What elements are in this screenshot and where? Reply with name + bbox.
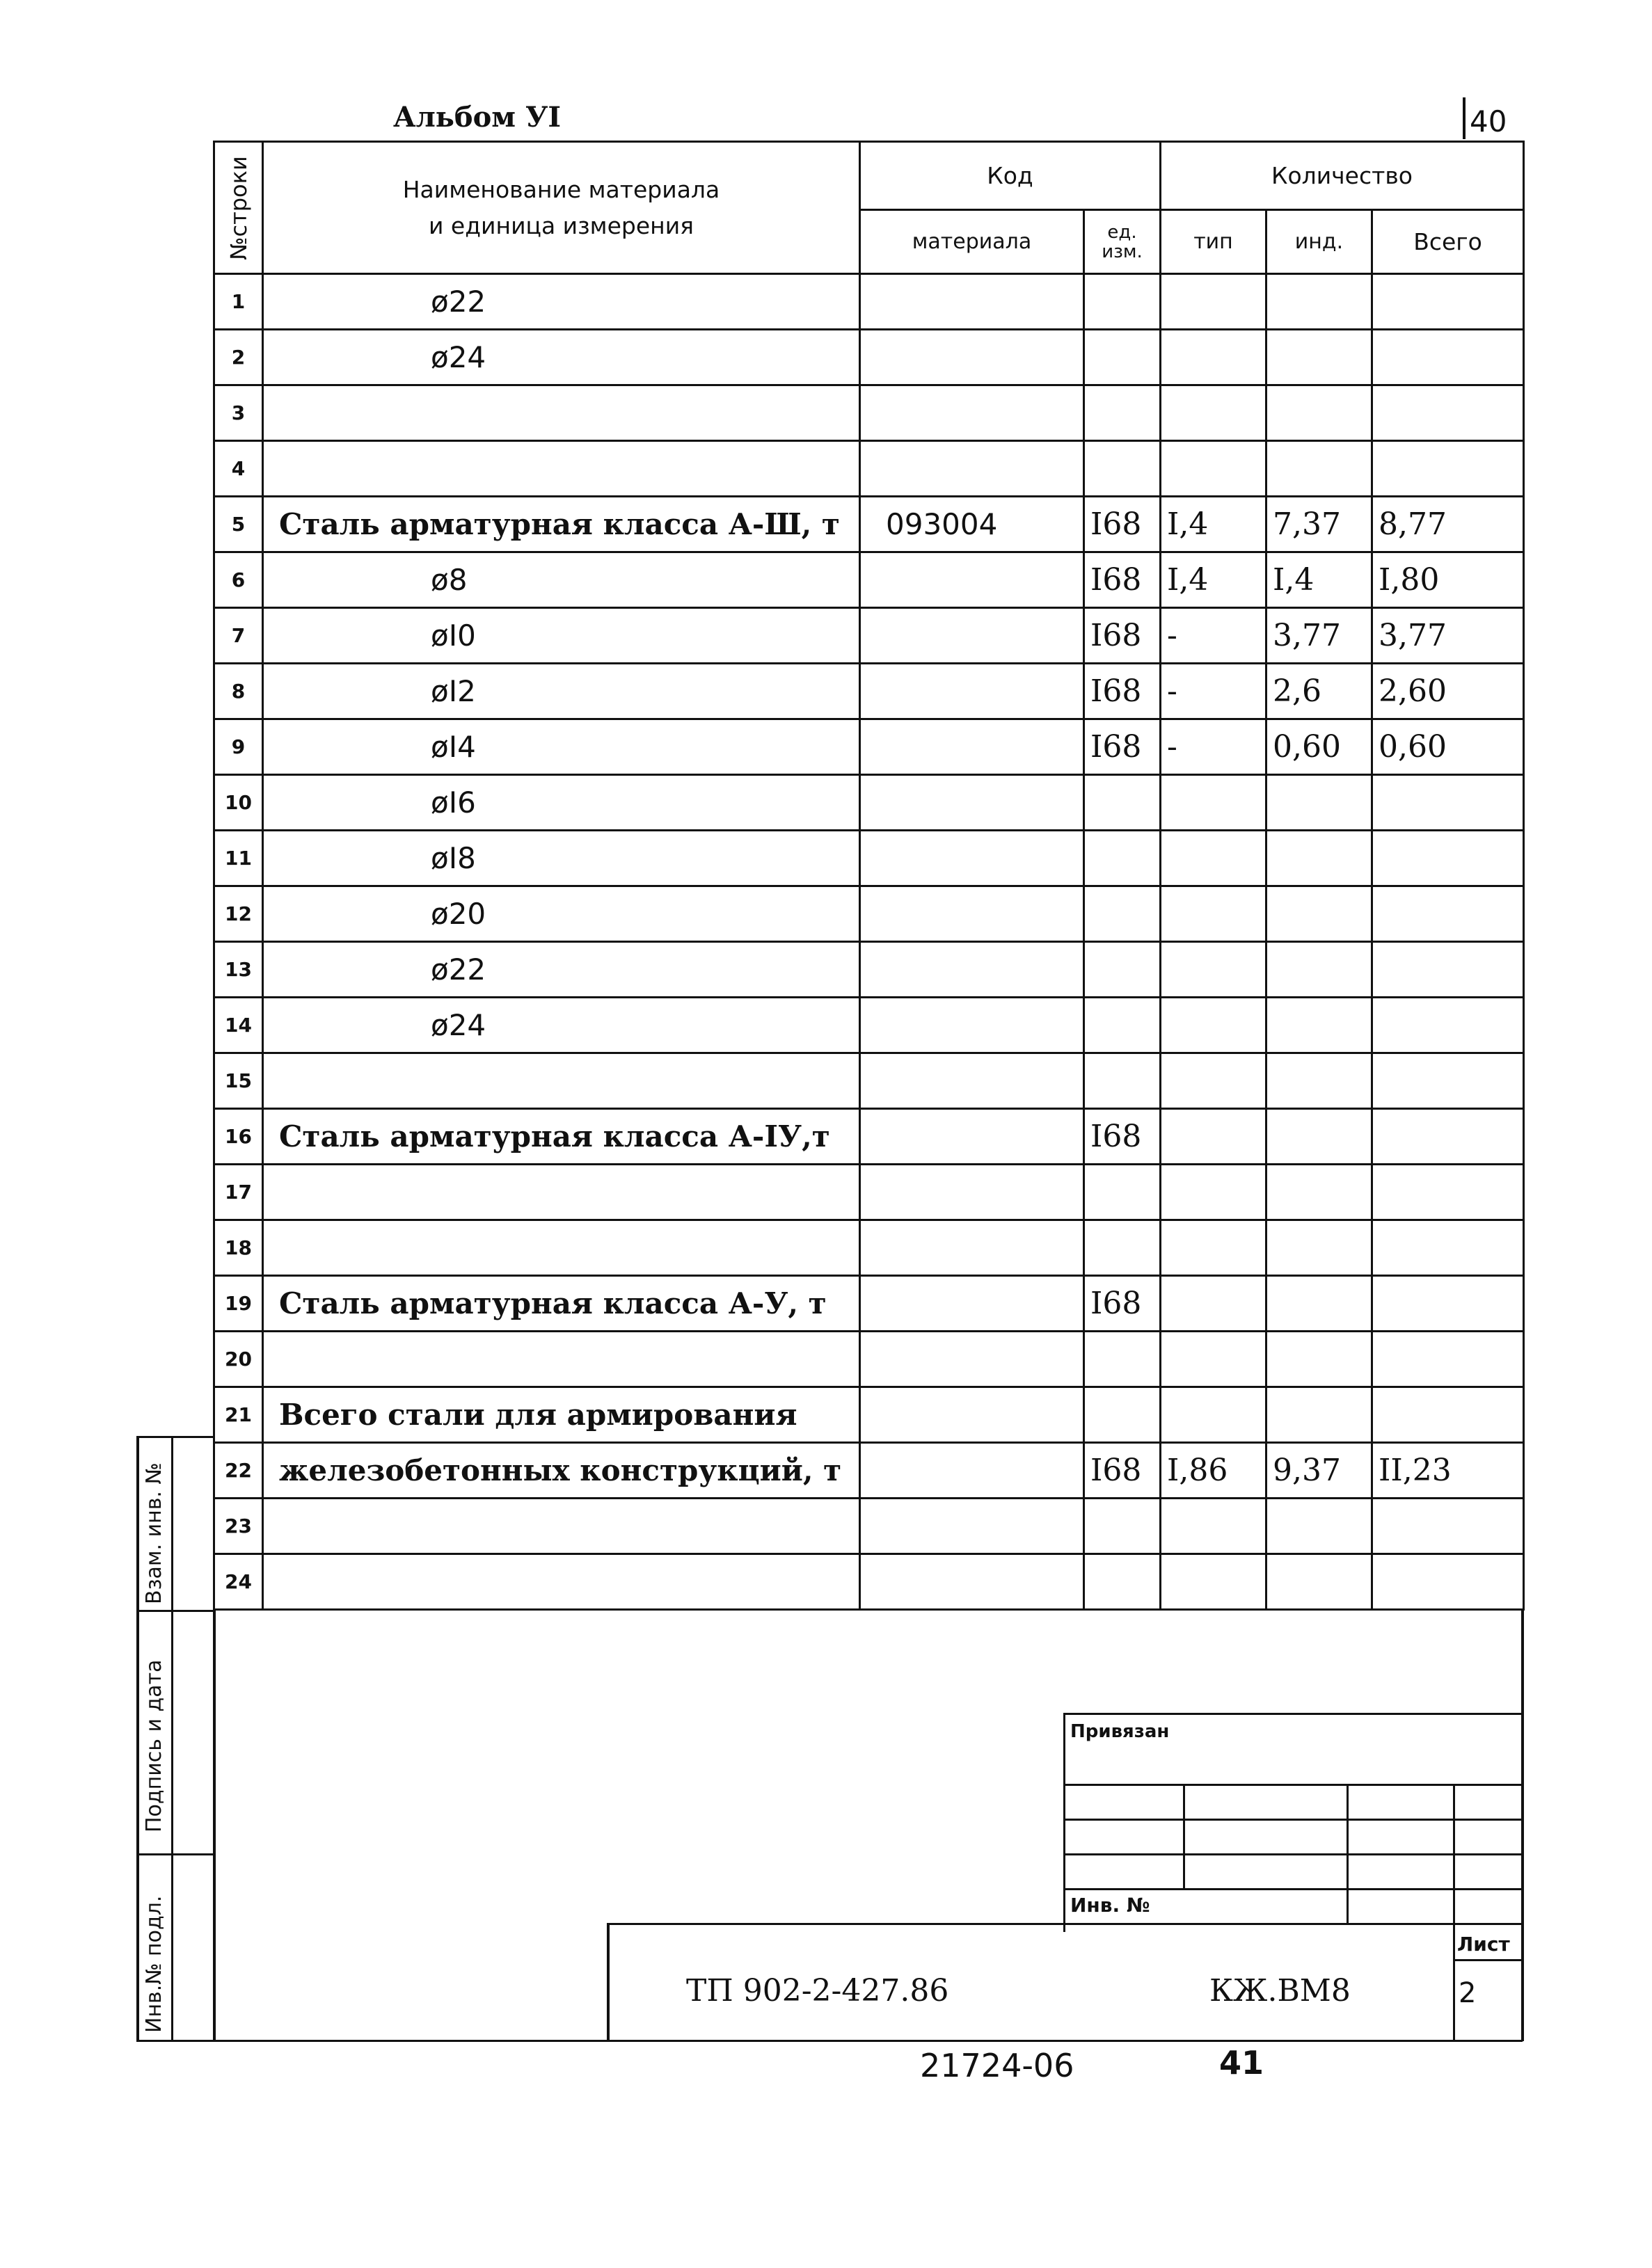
material-name: ø20	[263, 886, 860, 942]
qty-type: -	[1161, 608, 1266, 664]
frame-side-sep2	[136, 1853, 214, 1855]
table-row	[214, 664, 1524, 719]
qty-type: I,4	[1161, 552, 1266, 608]
qty-ind: 9,37	[1266, 1443, 1372, 1499]
material-code	[860, 1109, 1084, 1165]
row-number: 20	[214, 1332, 263, 1387]
unit-code	[1084, 1387, 1161, 1443]
row-number: 12	[214, 886, 263, 942]
table-row	[214, 1443, 1524, 1499]
header-material-name: Наименование материала и единица измерения	[263, 142, 860, 274]
qty-total: 8,77	[1372, 497, 1524, 552]
material-code	[860, 1165, 1084, 1220]
material-name: ø22	[263, 942, 860, 998]
stamp-doc-left	[607, 1923, 610, 2041]
table-row	[214, 1387, 1524, 1443]
table-row	[214, 1276, 1524, 1332]
side-label-podpis: Подпись и дата	[142, 1659, 166, 1832]
qty-total	[1372, 385, 1524, 441]
qty-type	[1161, 441, 1266, 497]
qty-total	[1372, 1499, 1524, 1554]
table-row	[214, 330, 1524, 385]
qty-ind	[1266, 1220, 1372, 1276]
material-code	[860, 775, 1084, 831]
row-number: 5	[214, 497, 263, 552]
album-title: Альбом УI	[393, 101, 562, 134]
row-number: 2	[214, 330, 263, 385]
table-row	[214, 998, 1524, 1053]
qty-total: 3,77	[1372, 608, 1524, 664]
material-code	[860, 608, 1084, 664]
material-code	[860, 831, 1084, 886]
table-row	[214, 1332, 1524, 1387]
qty-total	[1372, 330, 1524, 385]
row-number: 16	[214, 1109, 263, 1165]
frame-outer-left	[136, 1436, 139, 2041]
qty-type	[1161, 330, 1266, 385]
header-code: Код	[860, 142, 1161, 210]
material-name: øI2	[263, 664, 860, 719]
qty-ind: I,4	[1266, 552, 1372, 608]
row-number: 17	[214, 1165, 263, 1220]
unit-code	[1084, 998, 1161, 1053]
unit-code	[1084, 775, 1161, 831]
row-number: 8	[214, 664, 263, 719]
table-row	[214, 552, 1524, 608]
material-name	[263, 1499, 860, 1554]
row-number: 15	[214, 1053, 263, 1109]
qty-type	[1161, 1109, 1266, 1165]
qty-ind	[1266, 385, 1372, 441]
qty-total	[1372, 775, 1524, 831]
qty-type	[1161, 1276, 1266, 1332]
header-qty-total: Всего	[1372, 210, 1524, 274]
material-code	[860, 664, 1084, 719]
unit-code: I68	[1084, 1276, 1161, 1332]
qty-type	[1161, 775, 1266, 831]
unit-code	[1084, 274, 1161, 330]
unit-code	[1084, 441, 1161, 497]
qty-type	[1161, 1499, 1266, 1554]
row-number: 24	[214, 1554, 263, 1610]
material-code	[860, 886, 1084, 942]
qty-total	[1372, 1276, 1524, 1332]
unit-code	[1084, 1053, 1161, 1109]
qty-ind	[1266, 1332, 1372, 1387]
material-code	[860, 1220, 1084, 1276]
qty-ind	[1266, 831, 1372, 886]
material-name	[263, 385, 860, 441]
qty-total	[1372, 1220, 1524, 1276]
row-number: 19	[214, 1276, 263, 1332]
table-row	[214, 1109, 1524, 1165]
unit-code: I68	[1084, 1443, 1161, 1499]
material-code	[860, 1332, 1084, 1387]
qty-total	[1372, 1053, 1524, 1109]
row-number: 6	[214, 552, 263, 608]
material-name	[263, 1332, 860, 1387]
material-name: øI6	[263, 775, 860, 831]
qty-ind	[1266, 1276, 1372, 1332]
qty-total	[1372, 441, 1524, 497]
qty-ind	[1266, 1109, 1372, 1165]
qty-total	[1372, 1332, 1524, 1387]
material-code	[860, 274, 1084, 330]
material-name: Сталь арматурная класса А-IУ,т	[263, 1109, 860, 1165]
material-name	[263, 1220, 860, 1276]
unit-code	[1084, 1220, 1161, 1276]
row-number: 3	[214, 385, 263, 441]
table-row	[214, 775, 1524, 831]
material-name: ø24	[263, 998, 860, 1053]
qty-ind	[1266, 1387, 1372, 1443]
row-number: 1	[214, 274, 263, 330]
qty-total: I,80	[1372, 552, 1524, 608]
qty-ind: 0,60	[1266, 719, 1372, 775]
qty-type	[1161, 942, 1266, 998]
material-code	[860, 552, 1084, 608]
qty-total	[1372, 1387, 1524, 1443]
material-name	[263, 441, 860, 497]
stamp-doc-mark: КЖ.ВМ8	[1209, 1973, 1351, 2009]
material-name: ø8	[263, 552, 860, 608]
qty-total	[1372, 1165, 1524, 1220]
row-number: 10	[214, 775, 263, 831]
stamp-list-value: 2	[1459, 1977, 1477, 2009]
qty-total	[1372, 942, 1524, 998]
table-row	[214, 1499, 1524, 1554]
qty-ind	[1266, 330, 1372, 385]
unit-code: I68	[1084, 552, 1161, 608]
qty-ind	[1266, 998, 1372, 1053]
unit-code: I68	[1084, 719, 1161, 775]
material-name: ø22	[263, 274, 860, 330]
material-code	[860, 942, 1084, 998]
page-number-divider	[1463, 97, 1466, 139]
unit-code	[1084, 1499, 1161, 1554]
stamp-list-sep	[1453, 1959, 1523, 1961]
row-number: 7	[214, 608, 263, 664]
row-number: 14	[214, 998, 263, 1053]
qty-type: I,4	[1161, 497, 1266, 552]
qty-ind: 2,6	[1266, 664, 1372, 719]
qty-type: I,86	[1161, 1443, 1266, 1499]
material-code	[860, 441, 1084, 497]
header-qty-type: тип	[1161, 210, 1266, 274]
qty-ind	[1266, 1554, 1372, 1610]
row-number: 22	[214, 1443, 263, 1499]
frame-side-sep1	[136, 1610, 214, 1612]
qty-type	[1161, 998, 1266, 1053]
table-row	[214, 942, 1524, 998]
material-name	[263, 1554, 860, 1610]
material-name: Всего стали для армирования	[263, 1387, 860, 1443]
qty-total	[1372, 1554, 1524, 1610]
header-code-material: материала	[860, 210, 1084, 274]
unit-code	[1084, 831, 1161, 886]
unit-code: I68	[1084, 1109, 1161, 1165]
qty-ind	[1266, 441, 1372, 497]
stamp-doc-code: ТП 902-2-427.86	[686, 1973, 949, 2009]
qty-total	[1372, 274, 1524, 330]
table-row	[214, 385, 1524, 441]
side-label-inv-podl: Инв.№ подл.	[142, 1895, 166, 2033]
unit-code	[1084, 385, 1161, 441]
header-qty-ind: инд.	[1266, 210, 1372, 274]
material-code: 093004	[860, 497, 1084, 552]
table-row	[214, 1220, 1524, 1276]
qty-total: II,23	[1372, 1443, 1524, 1499]
qty-total	[1372, 998, 1524, 1053]
unit-code	[1084, 886, 1161, 942]
header-code-unit: ед. изм.	[1084, 210, 1161, 274]
unit-code: I68	[1084, 497, 1161, 552]
qty-ind	[1266, 1165, 1372, 1220]
row-number: 4	[214, 441, 263, 497]
material-name: ø24	[263, 330, 860, 385]
table-row	[214, 441, 1524, 497]
material-code	[860, 1499, 1084, 1554]
qty-ind	[1266, 942, 1372, 998]
material-code	[860, 998, 1084, 1053]
row-number: 21	[214, 1387, 263, 1443]
stamp-vline-1	[1183, 1784, 1185, 1888]
qty-type: -	[1161, 719, 1266, 775]
header-row-number: №строки	[214, 142, 263, 274]
material-code	[860, 385, 1084, 441]
qty-type: -	[1161, 664, 1266, 719]
table-row	[214, 274, 1524, 330]
stamp-inv-no-label: Инв. №	[1070, 1894, 1150, 1917]
qty-type	[1161, 1387, 1266, 1443]
qty-type	[1161, 886, 1266, 942]
qty-total	[1372, 886, 1524, 942]
table-row	[214, 1554, 1524, 1610]
qty-total	[1372, 1109, 1524, 1165]
qty-type	[1161, 1332, 1266, 1387]
material-code	[860, 1276, 1084, 1332]
row-number: 18	[214, 1220, 263, 1276]
frame-side-divider	[171, 1436, 173, 2041]
qty-type	[1161, 385, 1266, 441]
material-code	[860, 1053, 1084, 1109]
qty-type	[1161, 1053, 1266, 1109]
unit-code: I68	[1084, 664, 1161, 719]
footer-archive-number: 21724-06	[920, 2047, 1074, 2084]
material-name	[263, 1053, 860, 1109]
unit-code	[1084, 1554, 1161, 1610]
material-code	[860, 719, 1084, 775]
qty-type	[1161, 831, 1266, 886]
material-spec-table	[213, 141, 1525, 1611]
material-name: Сталь арматурная класса А-У, т	[263, 1276, 860, 1332]
frame-inner-left	[213, 1610, 216, 2041]
stamp-list-label: Лист	[1457, 1933, 1510, 1956]
material-name: железобетонных конструкций, т	[263, 1443, 860, 1499]
unit-code	[1084, 1165, 1161, 1220]
table-row	[214, 886, 1524, 942]
row-number: 11	[214, 831, 263, 886]
qty-ind	[1266, 775, 1372, 831]
side-label-vzam: Взам. инв. №	[142, 1462, 166, 1604]
material-name: øI0	[263, 608, 860, 664]
qty-total	[1372, 831, 1524, 886]
qty-ind	[1266, 1499, 1372, 1554]
table-row	[214, 1053, 1524, 1109]
stamp-vline-2	[1347, 1784, 1349, 1923]
qty-type	[1161, 274, 1266, 330]
table-row	[214, 608, 1524, 664]
unit-code	[1084, 330, 1161, 385]
qty-ind: 7,37	[1266, 497, 1372, 552]
material-code	[860, 1443, 1084, 1499]
qty-ind	[1266, 886, 1372, 942]
qty-ind: 3,77	[1266, 608, 1372, 664]
material-code	[860, 330, 1084, 385]
page-number: 40	[1470, 104, 1507, 138]
stamp-privyazan-label: Привязан	[1070, 1721, 1170, 1742]
unit-code	[1084, 1332, 1161, 1387]
material-code	[860, 1554, 1084, 1610]
unit-code	[1084, 942, 1161, 998]
qty-total: 2,60	[1372, 664, 1524, 719]
row-number: 23	[214, 1499, 263, 1554]
qty-type	[1161, 1165, 1266, 1220]
stamp-vline-3	[1453, 1784, 1455, 2041]
stamp-doc-top	[607, 1923, 1523, 1925]
qty-total: 0,60	[1372, 719, 1524, 775]
material-name: øI8	[263, 831, 860, 886]
row-number: 13	[214, 942, 263, 998]
material-name: øI4	[263, 719, 860, 775]
qty-ind	[1266, 274, 1372, 330]
unit-code: I68	[1084, 608, 1161, 664]
qty-ind	[1266, 1053, 1372, 1109]
qty-type	[1161, 1220, 1266, 1276]
material-name: Сталь арматурная класса А-Ш, т	[263, 497, 860, 552]
table-row	[214, 719, 1524, 775]
frame-bottom	[136, 2040, 1523, 2042]
table-row	[214, 831, 1524, 886]
footer-page: 41	[1219, 2044, 1264, 2082]
material-name	[263, 1165, 860, 1220]
table-row	[214, 497, 1524, 552]
frame-side-top	[136, 1436, 214, 1438]
qty-type	[1161, 1554, 1266, 1610]
table-row	[214, 1165, 1524, 1220]
header-quantity: Количество	[1161, 142, 1524, 210]
material-code	[860, 1387, 1084, 1443]
row-number: 9	[214, 719, 263, 775]
